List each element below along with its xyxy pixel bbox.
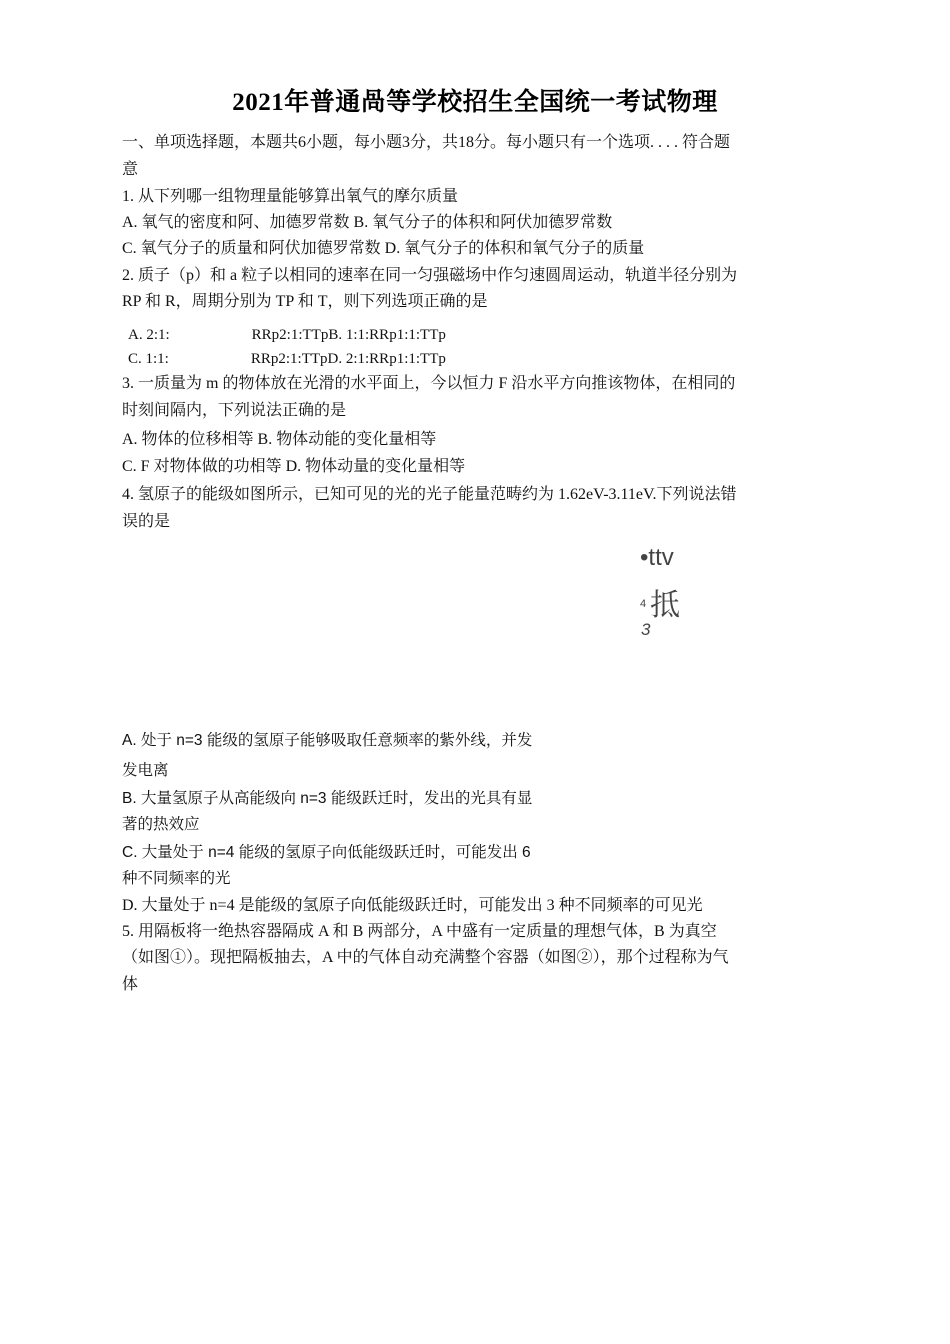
energy-level-figure-fragment: •ttv (640, 544, 674, 571)
question-1-options-cd: C. 氧气分子的质量和阿伏加德罗常数 D. 氧气分子的体积和氧气分子的质量 (122, 240, 645, 257)
option-c-ratio: C. 1:1: (128, 351, 169, 367)
question-5-stem-cont-1: （如图①）。现把隔板抽去，A 中的气体自动充满整个容器（如图②），那个过程称为气 (122, 949, 729, 966)
question-1-stem: 1. 从下列哪一组物理量能够算出氧气的摩尔质量 (122, 188, 459, 205)
question-4-option-c: C. 大量处于 n=4 能级的氢原子向低能级跃迁时，可能发出 6 (122, 844, 531, 861)
option-ab-formula: RRp2:1:TTpB. 1:1:RRp1:1:TTp (251, 327, 446, 343)
question-4-option-c-cont: 种不同频率的光 (122, 870, 231, 887)
question-4-option-a: A. 处于 n=3 能级的氢原子能够吸取任意频率的紫外线，并发 (122, 732, 533, 749)
question-4-stem: 4. 氢原子的能级如图所示，已知可见的光的光子能量范畴约为 1.62eV-3.11eV.下列说法错 (122, 486, 737, 503)
option-a-ratio: A. 2:1: (128, 327, 170, 343)
question-4-stem-cont: 误的是 (122, 513, 171, 530)
question-2-options-ab (128, 325, 446, 345)
question-3-stem-cont: 时刻间隔内，下列说法正确的是 (122, 402, 347, 419)
question-4-option-b-cont: 著的热效应 (122, 816, 200, 833)
energy-level-label-3: 3 (641, 620, 651, 639)
question-3-stem: 3. 一质量为 m 的物体放在光滑的水平面上，今以恒力 F 沿水平方向推该物体，在相同的 (122, 375, 736, 392)
question-4-option-a-cont: 发电离 (122, 762, 169, 779)
section-heading: 一、单项选择题，本题共6小题，每小题3分，共18分。每小题只有一个选项. . . . 符合题 (122, 134, 731, 151)
section-heading-cont: 意 (122, 161, 139, 178)
question-1-options-ab: A. 氧气的密度和阿、加德罗常数 B. 氧气分子的体积和阿伏加德罗常数 (122, 214, 613, 231)
question-5-stem-cont-2: 体 (122, 976, 139, 993)
page-title: 2021年普通咼等学校招生全国统一考试物理 (232, 89, 718, 116)
option-cd-formula: RRp2:1:TTpD. 2:1:RRp1:1:TTp (250, 351, 446, 367)
question-2-options-cd (128, 349, 446, 369)
question-3-options-ab: A. 物体的位移相等 B. 物体动能的变化量相等 (122, 431, 437, 448)
question-3-options-cd: C. F 对物体做的功相等 D. 物体动量的变化量相等 (122, 458, 466, 475)
question-2-stem-cont: RP 和 R，周期分别为 TP 和 T，则下列选项正确的是 (122, 293, 488, 310)
question-4-option-d: D. 大量处于 n=4 是能级的氢原子向低能级跃迁时，可能发出 3 种不同频率的可见光 (122, 897, 703, 914)
energy-level-label-4: 4 (640, 598, 647, 610)
energy-level-glyph: 抵 (650, 589, 680, 622)
question-4-option-b: B. 大量氢原子从高能级向 n=3 能级跃迁时，发出的光具有显 (122, 790, 533, 807)
question-5-stem: 5. 用隔板将一绝热容器隔成 A 和 B 两部分，A 中盛有一定质量的理想气体，B 为真空 (122, 923, 717, 940)
question-2-stem: 2. 质子（p）和 a 粒子以相同的速率在同一匀强磁场中作匀速圆周运动，轨道半径分别为 (122, 267, 738, 284)
